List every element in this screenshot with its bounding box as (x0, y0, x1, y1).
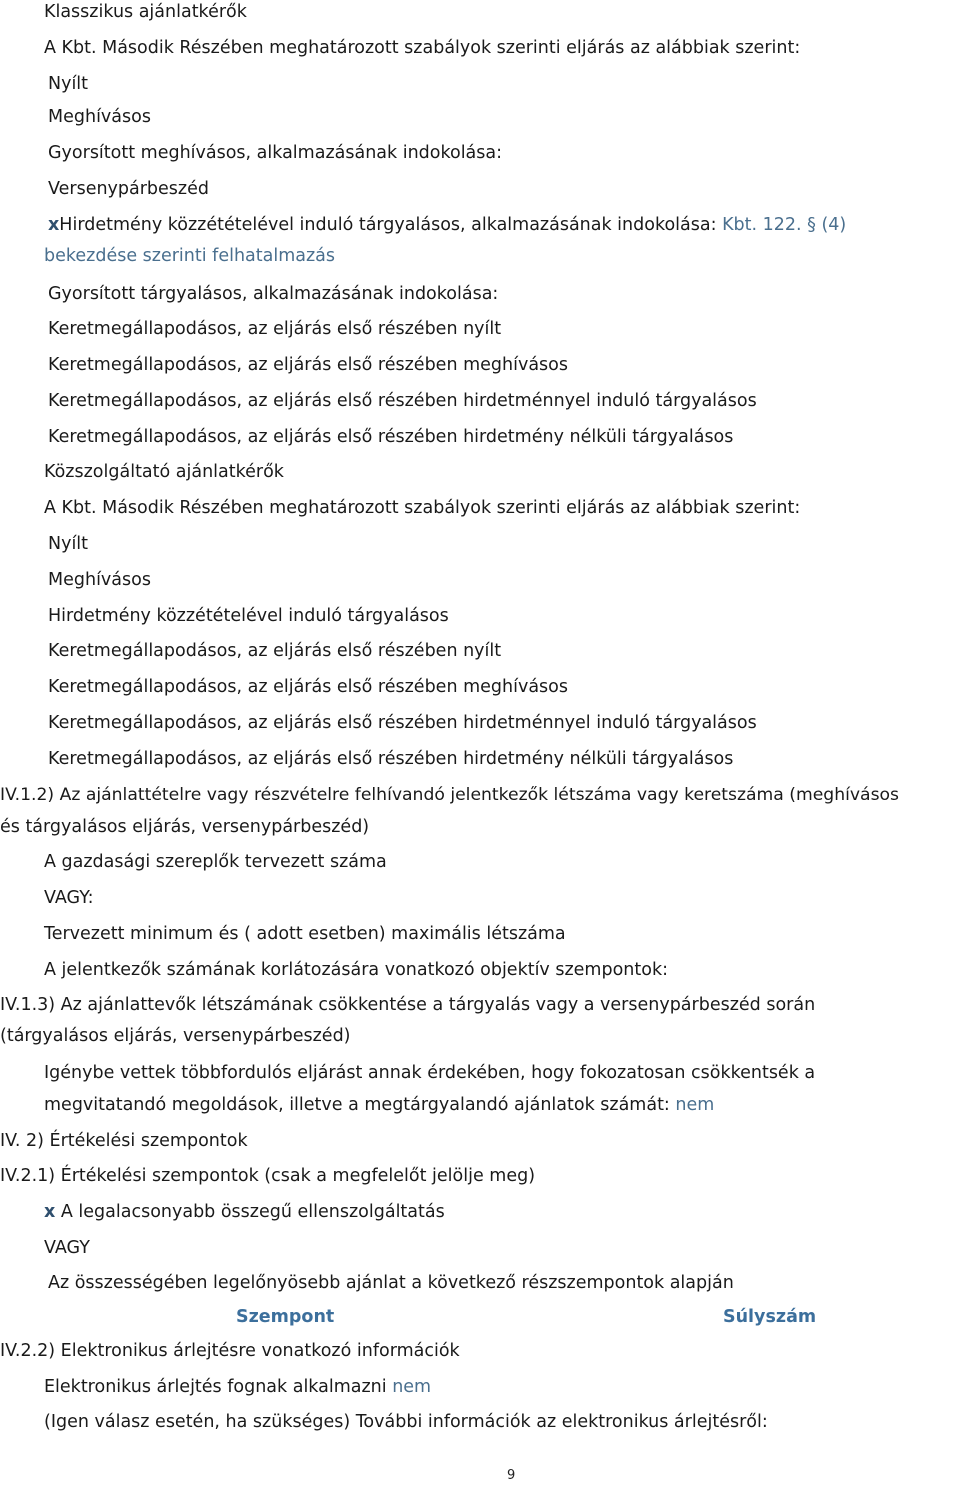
or-label-2: VAGY (44, 1238, 90, 1258)
option-negotiated-notice-utilities: Hirdetmény közzétételével induló tárgyalásos (48, 606, 449, 626)
heading-iv-2-1: IV.2.1) Értékelési szempontok (csak a megfelelőt jelölje meg) (0, 1166, 536, 1186)
criterion-meat: Az összességében legelőnyösebb ajánlat a következő részszempontok alapján (48, 1273, 734, 1293)
heading-iv-2: IV. 2) Értékelési szempontok (0, 1131, 248, 1151)
selected-mark: x (48, 215, 60, 235)
option-accelerated-negotiated: Gyorsított tárgyalásos, alkalmazásának indokolása: (48, 284, 499, 304)
selected-mark: x (44, 1202, 56, 1222)
multi-stage-answer: nem (675, 1095, 715, 1115)
legal-reference-cont: bekezdése szerinti felhatalmazás (44, 246, 336, 266)
option-negotiated-with-notice: xHirdetmény közzétételével induló tárgyalásos, alkalmazásának indokolása: Kbt. 122. § (4) (48, 215, 847, 235)
heading-iv-1-3-cont: (tárgyalásos eljárás, versenypárbeszéd) (0, 1026, 351, 1046)
option-framework-restricted-utilities: Keretmegállapodásos, az eljárás első részében meghívásos (48, 677, 568, 697)
option-framework-open-utilities: Keretmegállapodásos, az eljárás első részében nyílt (48, 641, 502, 661)
criterion-lowest-price: x A legalacsonyabb összegű ellenszolgáltatás (44, 1202, 445, 1222)
criteria-column-weight: Súlyszám (723, 1307, 817, 1327)
option-open: Nyílt (48, 74, 89, 94)
option-framework-negotiated-notice-utilities: Keretmegállapodásos, az eljárás első részében hirdetménnyel induló tárgyalásos (48, 713, 757, 733)
section-heading-utilities: Közszolgáltató ajánlatkérők (44, 462, 284, 482)
e-auction-used: Elektronikus árlejtés fognak alkalmazni nem (44, 1377, 432, 1397)
heading-iv-2-2: IV.2.2) Elektronikus árlejtésre vonatkozó információk (0, 1341, 460, 1361)
option-restricted: Meghívásos (48, 107, 151, 127)
multi-stage-text: Igénybe vettek többfordulós eljárást annak érdekében, hogy fokozatosan csökkentsék a (44, 1063, 816, 1083)
objective-criteria: A jelentkezők számának korlátozására vonatkozó objektív szempontok: (44, 960, 668, 980)
legal-reference: Kbt. 122. § (4) (722, 215, 847, 235)
or-label: VAGY: (44, 888, 94, 908)
section-heading-classic: Klasszikus ajánlatkérők (44, 2, 247, 22)
option-restricted-utilities: Meghívásos (48, 570, 151, 590)
planned-number: A gazdasági szereplők tervezett száma (44, 852, 387, 872)
procedure-intro: A Kbt. Második Részében meghatározott szabályok szerinti eljárás az alábbiak szerint: (44, 38, 801, 58)
option-framework-restricted: Keretmegállapodásos, az eljárás első részében meghívásos (48, 355, 568, 375)
e-auction-info: (Igen válasz esetén, ha szükséges) További információk az elektronikus árlejtésről: (44, 1412, 768, 1432)
option-framework-negotiated-no-notice-utilities: Keretmegállapodásos, az eljárás első részében hirdetmény nélküli tárgyalásos (48, 749, 734, 769)
option-framework-open: Keretmegállapodásos, az eljárás első részében nyílt (48, 319, 502, 339)
option-open-utilities: Nyílt (48, 534, 89, 554)
min-max-number: Tervezett minimum és ( adott esetben) maximális létszáma (44, 924, 566, 944)
heading-iv-1-3: IV.1.3) Az ajánlattevők létszámának csökkentése a tárgyalás vagy a versenypárbeszéd során (0, 995, 816, 1015)
option-competitive-dialogue: Versenypárbeszéd (48, 179, 209, 199)
criteria-column-criterion: Szempont (236, 1307, 335, 1327)
heading-iv-1-2: IV.1.2) Az ajánlattételre vagy részvételre felhívandó jelentkezők létszáma vagy keretszáma (meghívásos (0, 785, 900, 805)
heading-iv-1-2-cont: és tárgyalásos eljárás, versenypárbeszéd) (0, 817, 370, 837)
option-framework-negotiated-notice: Keretmegállapodásos, az eljárás első részében hirdetménnyel induló tárgyalásos (48, 391, 757, 411)
procedure-intro-utilities: A Kbt. Második Részében meghatározott szabályok szerinti eljárás az alábbiak szerint: (44, 498, 801, 518)
multi-stage-text-cont: megvitatandó megoldások, illetve a megtárgyalandó ajánlatok számát: nem (44, 1095, 715, 1115)
option-accelerated-restricted: Gyorsított meghívásos, alkalmazásának indokolása: (48, 143, 503, 163)
e-auction-answer: nem (392, 1377, 432, 1397)
option-framework-negotiated-no-notice: Keretmegállapodásos, az eljárás első részében hirdetmény nélküli tárgyalásos (48, 427, 734, 447)
page-number: 9 (507, 1468, 516, 1483)
